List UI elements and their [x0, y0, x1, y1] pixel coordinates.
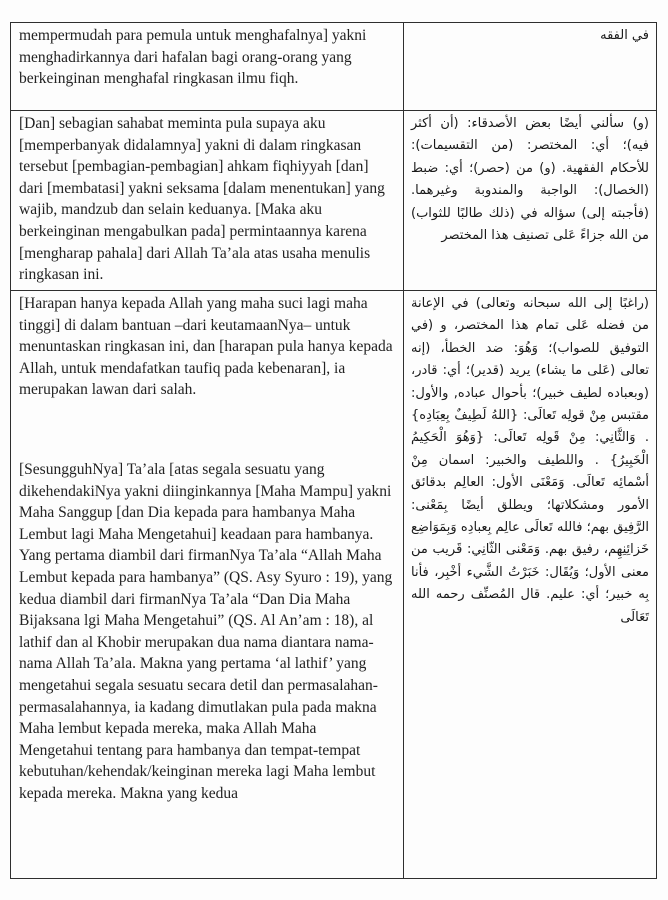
- table-row: [11, 23, 657, 111]
- arabic-cell-row1: [404, 23, 657, 111]
- translation-table: [10, 22, 657, 879]
- indonesian-cell-row3: [11, 291, 404, 879]
- arabic-cell-row2: [404, 111, 657, 291]
- table-row: [11, 291, 657, 879]
- indonesian-text: [Dan] sebagian sahabat meminta pula supaya aku [memperbanyak didalamnya] yakni di dalam ringkasan tersebut [pembagian-pembagian] ahkam fiqhiyyah [dan] dari [membatasi] yakni seksama [dalam menentukan] yang wajib, mandzub dan selain keduanya. [Maka aku berkeinginan mengabulkan pada] permintaannya karena [mengharap pahala] dari Allah Ta’ala atas usaha menulis ringkasan ini.: [19, 115, 385, 284]
- arabic-text: في الفقه: [600, 28, 649, 43]
- indonesian-text: mempermudah para pemula untuk menghafalnya] yakni menghadirkannya dari hafalan bagi orang-orang yang berkeinginan menghafal ringkasan ilmu fiqh.: [19, 27, 367, 88]
- indonesian-paragraph-2: [SesungguhNya] Ta’ala [atas segala sesuatu yang dikehendakiNya yakni diinginkannya [Maha Mampu] yakni Maha Sanggup [dan Dia kepada para hambanya Maha Lembut lagi Maha Mengetahui] keadaan para hambanya. Yang pertama diambil dari firmanNya Ta’ala “Allah Maha Lembut kepada para hambanya” (QS. Asy Syuro : 19), yang kedua diambil dari firmanNya Ta’ala “Dan Dia Maha Bijaksana lgi Maha Mengetahui” (QS. Al An’am : 18), al lathif dan al Khobir merupakan dua nama diantara nama-nama Allah Ta’ala. Makna yang pertama ‘al lathif’ yang mengetahui segala sesuatu secara detil dan permasalahan-permasalahannya, ia kadang dimutlakan pula pada makna Maha lembut kepada mereka, maka Allah Maha Mengetahui tentang para hambanya dan tempat-tempat kebutuhan/kehendak/keinginan mereka lagi Maha lembut kepada mereka. Makna yang kedua: [19, 460, 393, 802]
- arabic-text: (راغبًا إلى الله سبحانه وتعالى) في الإعانة من فضله عَلى تمام هذا المختصر، و (في التوفيق للصواب)؛ وَهُوَ: ضد الخطأ، (إنه تعالى (عَلى ما يشاء) يريد (قدير)؛ أي: قادر، (وبعباده لطيف خبير)؛ بأحوال عباده, والأول: مقتبس مِنْ قولِه تَعالَى: {اللهُ لَطِيفٌ بِعِبَادِه} . وَالثَّانِي: مِنْ قَولِه تَعالَى: {وَهُوَ الْحَكِيمُ الْخَبِيرُ} . واللطيف والخبير: اسمان مِنْ أسْمائِه تَعالَى. وَمَعْنَى الأول: العالِم بدقائق الأمور ومشكلاتها؛ ويطلق أيضًا بِمَعْنى: الرَّفِيق بهم؛ فالله تَعالَى عالِم بِعبادِه وَبِمَوَاضِع خَزائِنِهِم، رفيق بهم. وَمَعْنى الثّانِي: قَريب من معنى الأول؛ وَيُقَال: خَبَرْتُ الشَّيء أخْبِر، فأنا بِه خبير؛ أي: عليم. قال المُصنِّف رحمه الله تَعَالَى: [411, 296, 649, 625]
- arabic-text: (و) سألني أيضًا بعض الأصدقاء: (أن أكثر فيه)؛ أي: المختصر: (من التقسيمات): للأحكام الفقهية. (و) من (حصر)؛ أي: ضبط (الخصال): الواجبة والمندوبة وغيرهما. (فأجبته إلى) سؤاله في (ذلك طالبًا للثواب) من الله جزاءً عَلى تصنيف هذا المختصر: [411, 116, 649, 244]
- indonesian-cell-row2: [11, 111, 404, 291]
- indonesian-paragraph-1: [Harapan hanya kepada Allah yang maha suci lagi maha tinggi] di dalam bantuan –dari keutamaanNya– untuk menuntaskan ringkasan ini, dan [harapan pula hanya kepada Allah, untuk mendafatkan taufiq pada kebenaran], ia merupakan lawan dari salah.: [19, 295, 393, 399]
- table-row: [11, 111, 657, 291]
- arabic-cell-row3: [404, 291, 657, 879]
- indonesian-cell-row1: [11, 23, 404, 111]
